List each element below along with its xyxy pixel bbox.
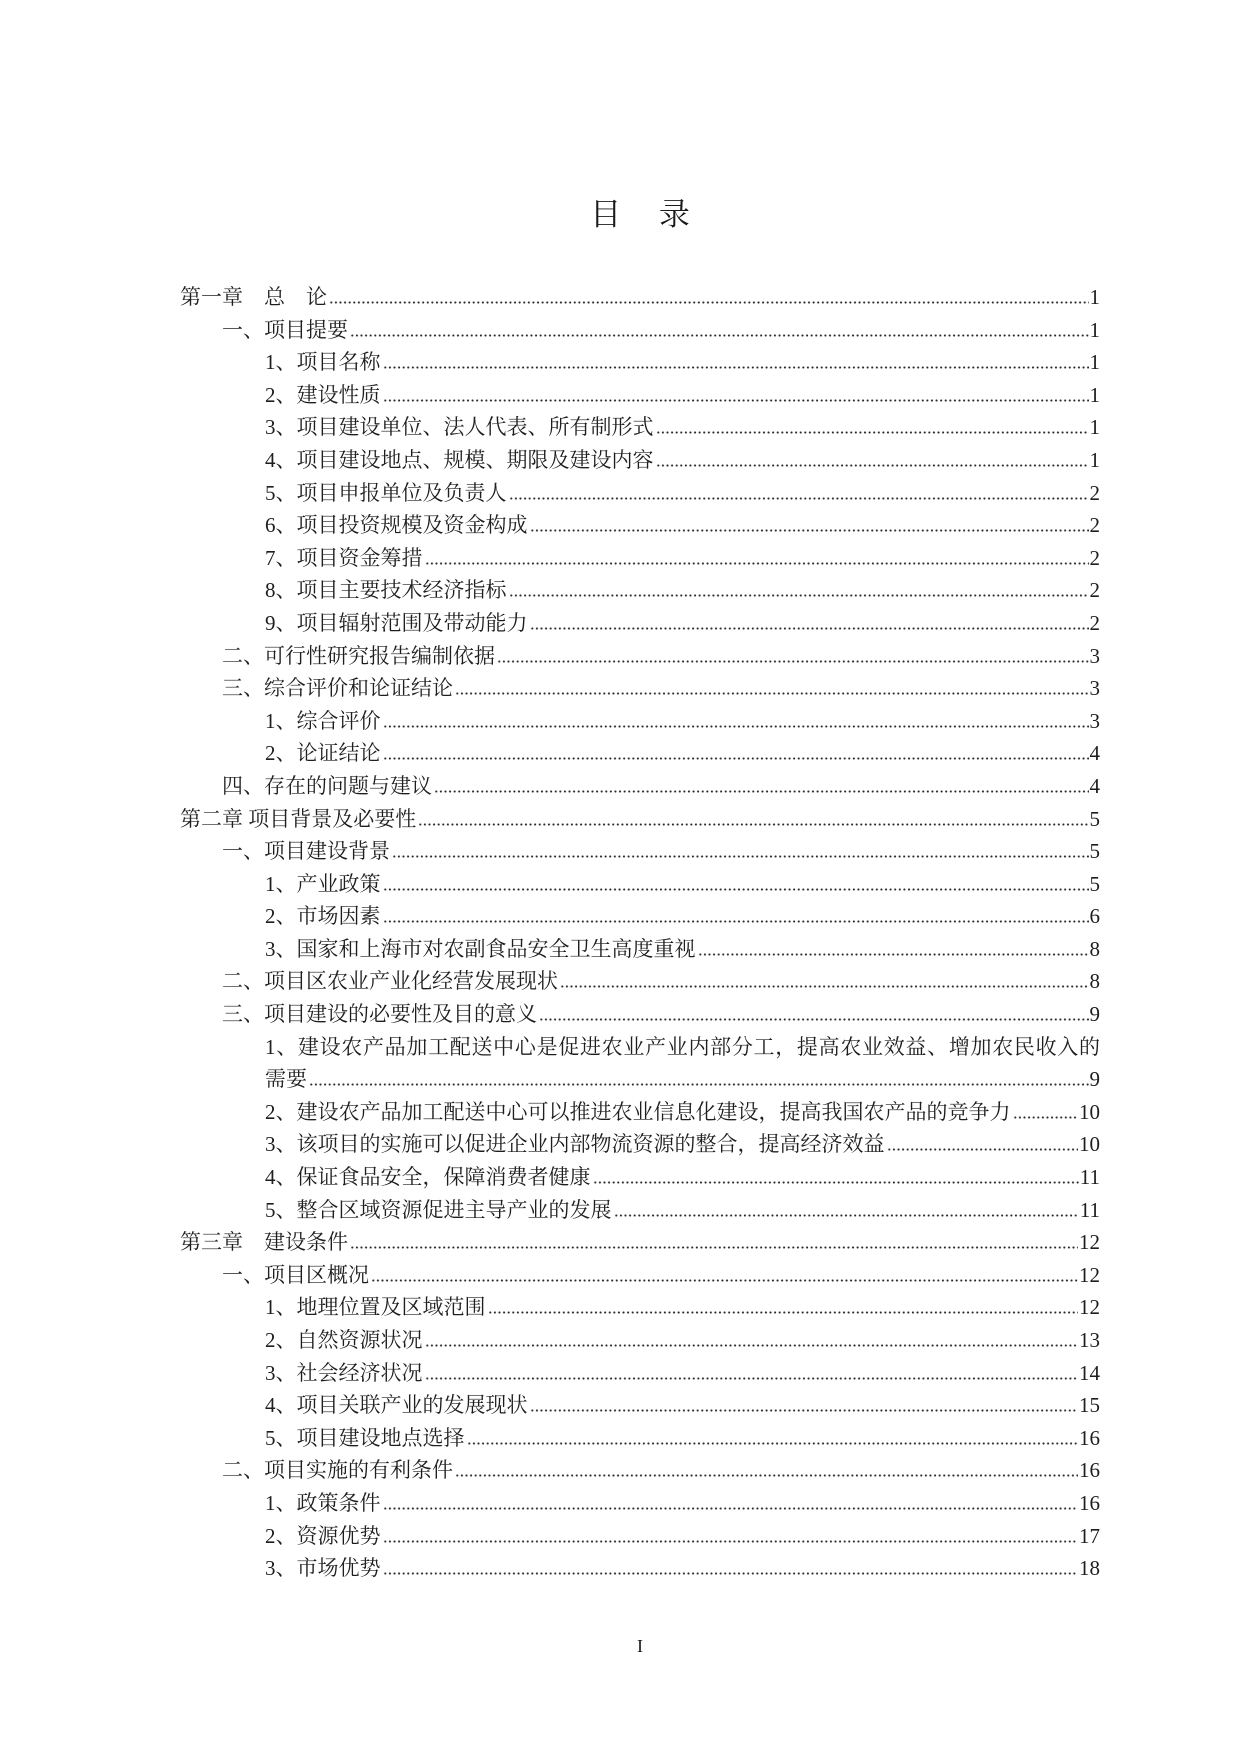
toc-subsection xyxy=(180,933,1100,966)
dot-leader xyxy=(425,1357,1079,1390)
toc-entry-title: 9、项目辐射范围及带动能力 xyxy=(265,610,528,635)
toc-page-number: 1 xyxy=(1089,382,1100,407)
dot-leader xyxy=(350,1226,1078,1259)
toc-page-number: 9 xyxy=(1089,1002,1100,1027)
toc-page-number: 5 xyxy=(1089,806,1100,831)
toc-subsection xyxy=(180,379,1100,412)
toc-subsection xyxy=(180,509,1100,542)
dot-leader xyxy=(383,1520,1079,1553)
toc-entry-title: 一、项目提要 xyxy=(222,317,348,342)
toc-page-number: 6 xyxy=(1089,904,1100,929)
toc-entry-title: 3、项目建设单位、法人代表、所有制形式 xyxy=(265,415,654,440)
dot-leader xyxy=(488,1291,1079,1324)
toc-subsection xyxy=(180,346,1100,379)
toc-section xyxy=(180,835,1100,868)
toc-page-number: 14 xyxy=(1079,1360,1100,1385)
dot-leader xyxy=(383,737,1089,770)
toc-page-number: 8 xyxy=(1089,936,1100,961)
dot-leader xyxy=(392,835,1089,868)
toc-page-number: 8 xyxy=(1089,969,1100,994)
toc-section xyxy=(180,965,1100,998)
toc-entry-title: 4、保证食品安全，保障消费者健康 xyxy=(265,1165,591,1190)
toc-page-number: 1 xyxy=(1089,447,1100,472)
toc-section xyxy=(180,770,1100,803)
toc-entry-title: 第二章 项目背景及必要性 xyxy=(180,806,417,831)
toc-subsection xyxy=(180,1194,1100,1227)
toc-page-number: 2 xyxy=(1089,578,1100,603)
toc-entry-title: 5、项目申报单位及负责人 xyxy=(265,480,507,505)
dot-leader xyxy=(434,770,1089,803)
toc-entry-title: 三、项目建设的必要性及目的意义 xyxy=(222,1002,537,1027)
toc-subsection xyxy=(180,737,1100,770)
toc-entry-title: 2、建设性质 xyxy=(265,382,381,407)
toc-entry-title: 1、产业政策 xyxy=(265,871,381,896)
toc-subsection xyxy=(180,1357,1100,1390)
toc-subsection xyxy=(180,1552,1100,1585)
toc-subsection xyxy=(180,900,1100,933)
toc-page-number: 9 xyxy=(1089,1067,1100,1092)
toc-page-number: 13 xyxy=(1079,1328,1100,1352)
toc-chapter xyxy=(180,281,1100,314)
toc-entry-title: 8、项目主要技术经济指标 xyxy=(265,578,507,603)
toc-subsection xyxy=(180,1422,1100,1455)
dot-leader xyxy=(593,1161,1079,1194)
toc-entry-title: 二、可行性研究报告编制依据 xyxy=(222,643,495,668)
toc-page-number: 16 xyxy=(1079,1458,1100,1483)
toc-entry-title: 1、建设农产品加工配送中心是促进农业产业内部分工，提高农业效益、增加农民收入的 xyxy=(265,1034,1100,1059)
toc-subsection xyxy=(180,1161,1100,1194)
dot-leader xyxy=(455,672,1089,705)
toc-subsection xyxy=(180,1096,1100,1129)
toc-entry-title: 2、自然资源状况 xyxy=(265,1328,423,1352)
toc-entry-title: 7、项目资金筹措 xyxy=(265,545,423,570)
toc-entry-title: 6、项目投资规模及资金构成 xyxy=(265,513,528,538)
toc-page-number: 2 xyxy=(1089,545,1100,570)
toc-page-number: 4 xyxy=(1089,741,1100,766)
toc-entry-title: 1、综合评价 xyxy=(265,708,381,733)
dot-leader xyxy=(509,477,1089,510)
dot-leader xyxy=(350,314,1089,347)
toc-entry-title: 1、地理位置及区域范围 xyxy=(265,1295,486,1320)
dot-leader xyxy=(383,705,1089,738)
toc-entry-title: 第三章 建设条件 xyxy=(180,1230,348,1255)
toc-subsection xyxy=(180,1291,1100,1324)
toc-subsection xyxy=(180,1487,1100,1520)
toc-page-number: 5 xyxy=(1089,871,1100,896)
toc-page-number: 3 xyxy=(1089,676,1100,701)
dot-leader xyxy=(509,574,1089,607)
dot-leader xyxy=(383,900,1089,933)
toc-subsection xyxy=(180,1128,1100,1161)
toc-page-number: 16 xyxy=(1079,1490,1100,1515)
toc-section xyxy=(180,640,1100,673)
toc-page-number: 18 xyxy=(1079,1556,1100,1581)
toc-subsection xyxy=(180,1520,1100,1553)
dot-leader xyxy=(371,1259,1078,1292)
toc-chapter xyxy=(180,803,1100,836)
toc-page-number: 3 xyxy=(1089,643,1100,668)
toc-page-number: 12 xyxy=(1079,1230,1100,1255)
dot-leader xyxy=(383,868,1089,901)
toc-page-number: 16 xyxy=(1079,1425,1100,1450)
toc-subsection xyxy=(180,607,1100,640)
toc-page-number: 10 xyxy=(1079,1132,1100,1157)
toc-entry-title: 1、政策条件 xyxy=(265,1490,381,1515)
toc-page-number: 1 xyxy=(1089,350,1100,375)
toc-page-number: 17 xyxy=(1079,1523,1100,1548)
toc-entry-title: 二、项目实施的有利条件 xyxy=(222,1458,453,1483)
dot-leader xyxy=(614,1194,1079,1227)
toc-subsection-continuation xyxy=(180,1063,1100,1096)
dot-leader xyxy=(698,933,1089,966)
dot-leader xyxy=(383,1487,1079,1520)
dot-leader xyxy=(425,542,1089,575)
toc-entry-title: 2、市场因素 xyxy=(265,904,381,929)
toc-subsection xyxy=(180,1389,1100,1422)
toc-subsection xyxy=(180,1324,1100,1357)
toc-subsection xyxy=(180,542,1100,575)
toc-entry-title: 三、综合评价和论证结论 xyxy=(222,676,453,701)
toc-page-number: 12 xyxy=(1079,1262,1100,1287)
toc-section xyxy=(180,1259,1100,1292)
toc-entry-title: 第一章 总 论 xyxy=(180,285,327,309)
toc-page-number: 11 xyxy=(1079,1165,1100,1190)
toc-section xyxy=(180,1454,1100,1487)
table-of-contents xyxy=(180,281,1100,1585)
dot-leader xyxy=(383,379,1089,412)
dot-leader xyxy=(539,998,1089,1031)
toc-page-number: 1 xyxy=(1089,317,1100,342)
page-title: 目 录 xyxy=(590,197,690,232)
toc-subsection xyxy=(180,444,1100,477)
toc-section xyxy=(180,672,1100,705)
toc-page-number: 2 xyxy=(1089,480,1100,505)
toc-subsection xyxy=(180,868,1100,901)
toc-entry-title-continued: 需要 xyxy=(265,1067,307,1092)
dot-leader xyxy=(418,803,1088,836)
toc-entry-title: 四、存在的问题与建议 xyxy=(222,773,432,798)
page-footer-number: I xyxy=(637,1636,643,1656)
toc-page-number: 1 xyxy=(1089,415,1100,440)
toc-chapter xyxy=(180,1226,1100,1259)
toc-section xyxy=(180,998,1100,1031)
toc-page-number: 3 xyxy=(1089,708,1100,733)
toc-entry-title: 1、项目名称 xyxy=(265,350,381,375)
toc-entry-title: 2、论证结论 xyxy=(265,741,381,766)
dot-leader xyxy=(530,607,1089,640)
toc-entry-title: 2、建设农产品加工配送中心可以推进农业信息化建设，提高我国农产品的竞争力 xyxy=(265,1099,1011,1124)
dot-leader xyxy=(329,281,1089,314)
toc-subsection xyxy=(180,574,1100,607)
toc-section xyxy=(180,314,1100,347)
toc-entry-title: 一、项目区概况 xyxy=(222,1262,369,1287)
dot-leader xyxy=(560,965,1089,998)
toc-subsection xyxy=(180,477,1100,510)
toc-entry-title: 2、资源优势 xyxy=(265,1523,381,1548)
toc-entry-title: 3、国家和上海市对农副食品安全卫生高度重视 xyxy=(265,936,696,961)
toc-subsection xyxy=(180,411,1100,444)
toc-entry-title: 5、整合区域资源促进主导产业的发展 xyxy=(265,1197,612,1222)
toc-entry-title: 5、项目建设地点选择 xyxy=(265,1425,465,1450)
dot-leader xyxy=(467,1422,1079,1455)
toc-entry-title: 二、项目区农业产业化经营发展现状 xyxy=(222,969,558,994)
toc-entry-title: 3、社会经济状况 xyxy=(265,1360,423,1385)
dot-leader xyxy=(656,411,1089,444)
toc-subsection-wrapped-line xyxy=(180,1031,1100,1064)
dot-leader xyxy=(887,1128,1079,1161)
toc-page-number: 15 xyxy=(1079,1393,1100,1418)
dot-leader xyxy=(530,1389,1079,1422)
dot-leader xyxy=(383,1552,1079,1585)
toc-entry-title: 3、该项目的实施可以促进企业内部物流资源的整合，提高经济效益 xyxy=(265,1132,885,1157)
toc-page-number: 11 xyxy=(1079,1197,1100,1222)
dot-leader xyxy=(383,346,1089,379)
toc-page-number: 12 xyxy=(1079,1295,1100,1320)
toc-page-number: 1 xyxy=(1089,285,1100,309)
toc-entry-title: 4、项目关联产业的发展现状 xyxy=(265,1393,528,1418)
dot-leader xyxy=(1013,1096,1079,1129)
dot-leader xyxy=(309,1063,1089,1096)
toc-entry-title: 4、项目建设地点、规模、期限及建设内容 xyxy=(265,447,654,472)
toc-page-number: 4 xyxy=(1089,773,1100,798)
toc-entry-title: 一、项目建设背景 xyxy=(222,839,390,864)
toc-page-number: 10 xyxy=(1079,1099,1100,1124)
toc-page-number: 5 xyxy=(1089,839,1100,864)
dot-leader xyxy=(425,1324,1079,1357)
dot-leader xyxy=(497,640,1089,673)
toc-entry-title: 3、市场优势 xyxy=(265,1556,381,1581)
toc-page-number: 2 xyxy=(1089,610,1100,635)
dot-leader xyxy=(656,444,1089,477)
dot-leader xyxy=(530,509,1089,542)
toc-subsection xyxy=(180,705,1100,738)
dot-leader xyxy=(455,1454,1078,1487)
toc-page-number: 2 xyxy=(1089,513,1100,538)
